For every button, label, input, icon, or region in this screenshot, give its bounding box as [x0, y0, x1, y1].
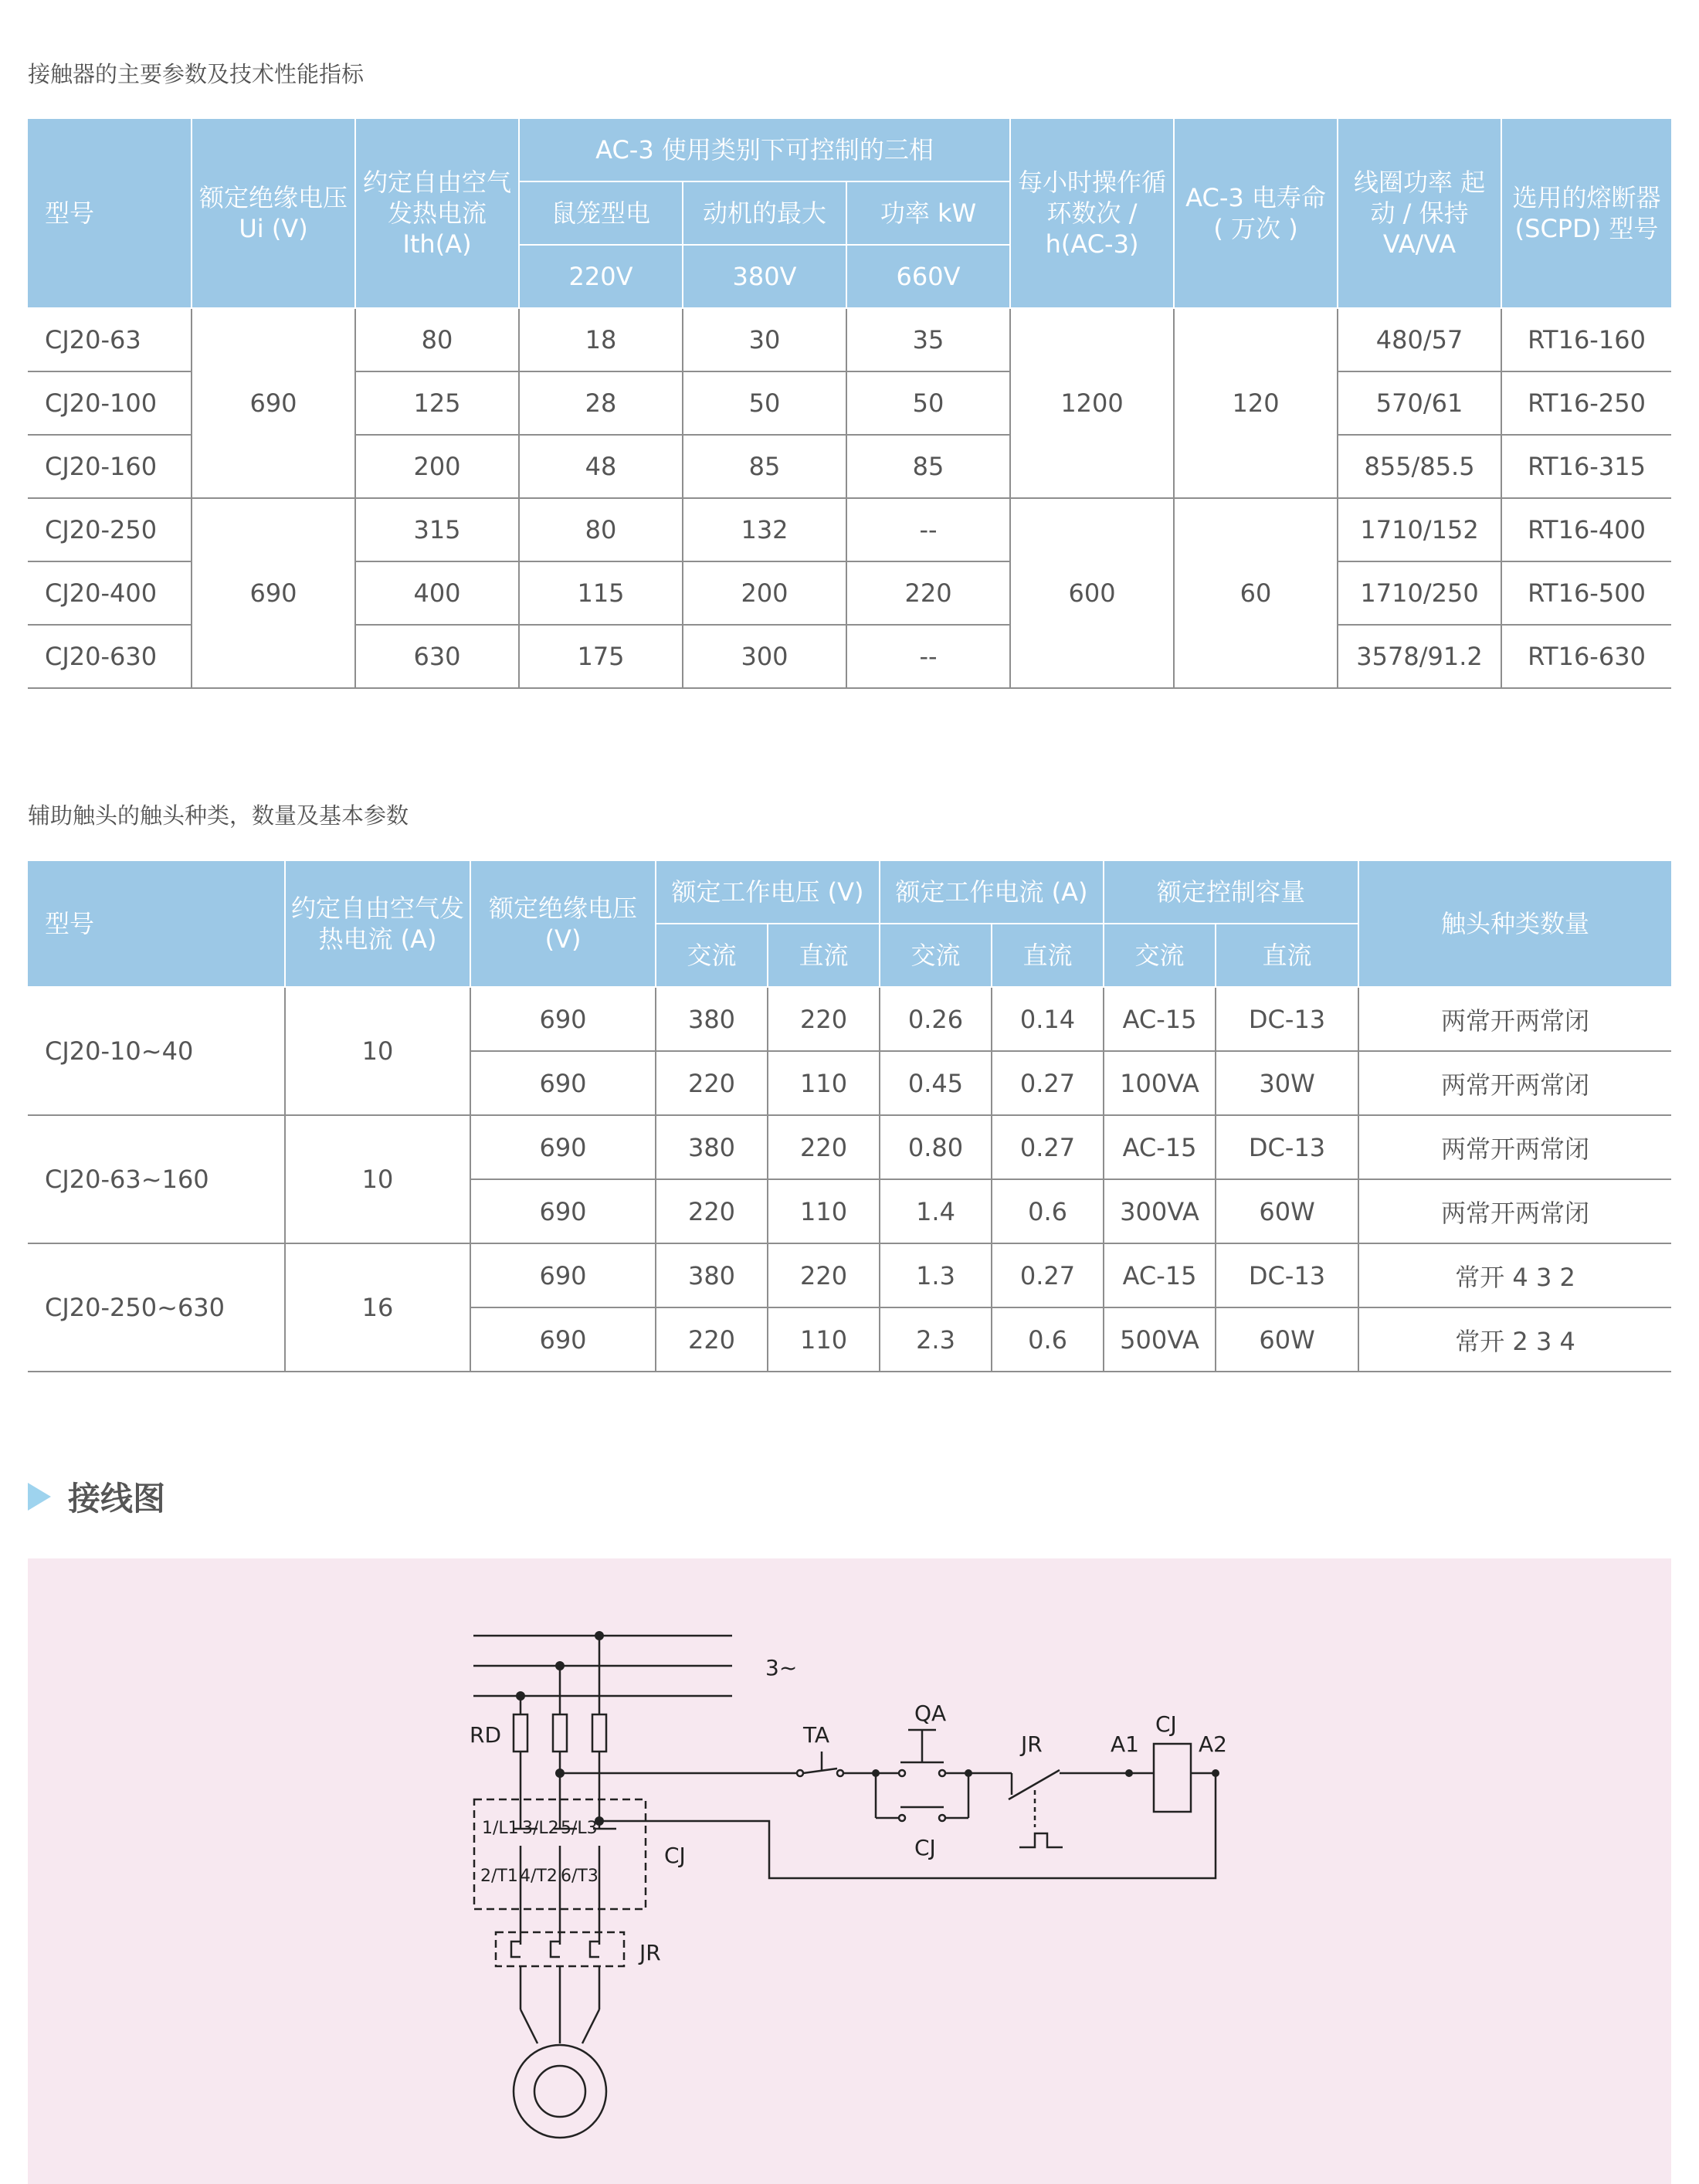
aux-header-voltage-ac: 交流 [656, 924, 768, 987]
fuse-cell: RT16-630 [1501, 625, 1671, 688]
aux-model-cell: CJ20-63~160 [28, 1115, 285, 1243]
aux-contacts-cell: 两常开两常闭 [1358, 1115, 1671, 1179]
header-380v: 380V [683, 245, 846, 308]
aux-capdc-cell: 60W [1216, 1307, 1358, 1372]
p380-cell: 200 [683, 561, 846, 625]
aux-capdc-cell: DC-13 [1216, 1243, 1358, 1307]
header-life: AC-3 电寿命 ( 万次 ) [1174, 118, 1338, 308]
ta-label: TA [803, 1722, 830, 1748]
insulation-cell: 690 [192, 308, 355, 498]
p220-cell: 175 [519, 625, 683, 688]
aux-contacts-cell: 两常开两常闭 [1358, 1179, 1671, 1243]
header-motor-max: 动机的最大 [683, 181, 846, 245]
aux-vac-cell: 220 [656, 1307, 768, 1372]
aux-model-cell: CJ20-250~630 [28, 1243, 285, 1372]
aux-ui-cell: 690 [470, 1179, 656, 1243]
ta-stop-switch [797, 1752, 843, 1776]
coil-cell: 1710/250 [1338, 561, 1501, 625]
jr-coil-label: JR [1021, 1731, 1043, 1757]
aux-header-capacity-dc: 直流 [1216, 924, 1358, 987]
aux-iac-cell: 0.45 [880, 1051, 992, 1115]
fuse-cell: RT16-250 [1501, 371, 1671, 435]
aux-contacts-cell: 常开 4 3 2 [1358, 1243, 1671, 1307]
aux-header-voltage-dc: 直流 [768, 924, 880, 987]
table1-caption: 接触器的主要参数及技术性能指标 [28, 61, 365, 87]
aux-ith-cell: 16 [285, 1243, 470, 1372]
coil-cell: 1710/152 [1338, 498, 1501, 561]
header-insulation: 额定绝缘电压 Ui (V) [192, 118, 355, 308]
p660-cell: 35 [846, 308, 1010, 371]
ith-cell: 630 [355, 625, 519, 688]
jr-heaters [511, 1942, 599, 1957]
motor-icon [514, 2045, 606, 2138]
p380-cell: 300 [683, 625, 846, 688]
aux-vac-cell: 220 [656, 1179, 768, 1243]
p380-cell: 132 [683, 498, 846, 561]
p660-cell: 50 [846, 371, 1010, 435]
model-cell: CJ20-630 [28, 625, 192, 688]
coil-cell: 570/61 [1338, 371, 1501, 435]
header-ac3-group: AC-3 使用类别下可控制的三相 [519, 118, 1010, 181]
jr-nc-contact [1009, 1770, 1063, 1847]
aux-idc-cell: 0.6 [992, 1307, 1104, 1372]
aux-capdc-cell: 60W [1216, 1179, 1358, 1243]
aux-iac-cell: 1.3 [880, 1243, 992, 1307]
header-power: 功率 kW [846, 181, 1010, 245]
aux-ui-cell: 690 [470, 1115, 656, 1179]
aux-model-cell: CJ20-10~40 [28, 987, 285, 1115]
coil-cell: 855/85.5 [1338, 435, 1501, 498]
aux-ui-cell: 690 [470, 1243, 656, 1307]
a2-label: A2 [1199, 1731, 1227, 1757]
qa-start-switch [876, 1730, 968, 1776]
coil-cell: 480/57 [1338, 308, 1501, 371]
fuse-label: RD [470, 1722, 502, 1748]
wiring-diagram [28, 1558, 1671, 2184]
ith-cell: 200 [355, 435, 519, 498]
header-model: 型号 [28, 118, 192, 308]
p220-cell: 48 [519, 435, 683, 498]
aux-contacts-cell: 两常开两常闭 [1358, 987, 1671, 1051]
aux-vdc-cell: 220 [768, 1243, 880, 1307]
table-row [28, 987, 1671, 1051]
model-cell: CJ20-160 [28, 435, 192, 498]
section-title: 接线图 [68, 1480, 166, 1518]
terminal-t1-label: 2/T1 [480, 1867, 518, 1886]
aux-capac-cell: 100VA [1104, 1051, 1216, 1115]
p220-cell: 115 [519, 561, 683, 625]
ith-cell: 315 [355, 498, 519, 561]
aux-capac-cell: 500VA [1104, 1307, 1216, 1372]
ith-cell: 400 [355, 561, 519, 625]
aux-header-current: 额定工作电流 (A) [880, 860, 1104, 924]
aux-vdc-cell: 110 [768, 1051, 880, 1115]
aux-header-capacity-ac: 交流 [1104, 924, 1216, 987]
ith-cell: 80 [355, 308, 519, 371]
aux-vac-cell: 220 [656, 1051, 768, 1115]
header-220v: 220V [519, 245, 683, 308]
aux-header-contacts: 触头种类数量 [1358, 860, 1671, 987]
header-thermal-current: 约定自由空气发热电流 Ith(A) [355, 118, 519, 308]
wiring-heading [28, 1474, 165, 1520]
aux-capac-cell: 300VA [1104, 1179, 1216, 1243]
aux-header-insulation: 额定绝缘电压 (V) [470, 860, 656, 987]
aux-header-capacity: 额定控制容量 [1104, 860, 1358, 924]
aux-ui-cell: 690 [470, 1051, 656, 1115]
cycles-cell: 1200 [1010, 308, 1174, 498]
cj-coil-label: CJ [1155, 1711, 1177, 1737]
fuse-cell: RT16-500 [1501, 561, 1671, 625]
header-squirrel: 鼠笼型电 [519, 181, 683, 245]
model-cell: CJ20-100 [28, 371, 192, 435]
aux-header-current-ac: 交流 [880, 924, 992, 987]
aux-vac-cell: 380 [656, 1243, 768, 1307]
three-phase-bus [473, 1636, 732, 1696]
ith-cell: 125 [355, 371, 519, 435]
three-phase-label: 3~ [765, 1655, 798, 1680]
p220-cell: 18 [519, 308, 683, 371]
model-cell: CJ20-250 [28, 498, 192, 561]
header-fuse: 选用的熔断器 (SCPD) 型号 [1501, 118, 1671, 308]
triangle-marker-icon [28, 1483, 51, 1511]
aux-capac-cell: AC-15 [1104, 1243, 1216, 1307]
fuse-cell: RT16-400 [1501, 498, 1671, 561]
insulation-cell: 690 [192, 498, 355, 688]
p660-cell: 85 [846, 435, 1010, 498]
p660-cell: 220 [846, 561, 1010, 625]
aux-ui-cell: 690 [470, 987, 656, 1051]
fuse-cell: RT16-315 [1501, 435, 1671, 498]
life-cell: 60 [1174, 498, 1338, 688]
p380-cell: 30 [683, 308, 846, 371]
life-cell: 120 [1174, 308, 1338, 498]
aux-ith-cell: 10 [285, 987, 470, 1115]
aux-capac-cell: AC-15 [1104, 987, 1216, 1051]
aux-capdc-cell: DC-13 [1216, 987, 1358, 1051]
cj-aux-contact [876, 1773, 968, 1821]
cj-main-label: CJ [664, 1843, 686, 1868]
coil-cell: 3578/91.2 [1338, 625, 1501, 688]
aux-vdc-cell: 110 [768, 1179, 880, 1243]
p380-cell: 85 [683, 435, 846, 498]
aux-iac-cell: 0.26 [880, 987, 992, 1051]
model-cell: CJ20-400 [28, 561, 192, 625]
p220-cell: 28 [519, 371, 683, 435]
aux-ith-cell: 10 [285, 1115, 470, 1243]
p660-cell: -- [846, 625, 1010, 688]
aux-capac-cell: AC-15 [1104, 1115, 1216, 1179]
aux-header-voltage: 额定工作电压 (V) [656, 860, 880, 924]
header-660v: 660V [846, 245, 1010, 308]
terminal-l1-label: 1/L1 [482, 1819, 519, 1838]
aux-contacts-cell: 常开 2 3 4 [1358, 1307, 1671, 1372]
terminal-l3-label: 5/L3 [561, 1819, 598, 1838]
aux-header-current-dc: 直流 [992, 924, 1104, 987]
aux-header-model: 型号 [28, 860, 285, 987]
table-row [28, 308, 1671, 371]
aux-iac-cell: 0.80 [880, 1115, 992, 1179]
table2-caption: 辅助触头的触头种类，数量及基本参数 [28, 802, 409, 829]
p220-cell: 80 [519, 498, 683, 561]
terminal-t3-label: 6/T3 [561, 1867, 599, 1886]
aux-contacts-cell: 两常开两常闭 [1358, 1051, 1671, 1115]
aux-vac-cell: 380 [656, 1115, 768, 1179]
aux-header-thermal: 约定自由空气发热电流 (A) [285, 860, 470, 987]
header-coil-power: 线圈功率 起动 / 保持 VA/VA [1338, 118, 1501, 308]
aux-idc-cell: 0.27 [992, 1115, 1104, 1179]
qa-label: QA [914, 1701, 947, 1726]
header-cycles: 每小时操作循环数次 / h(AC-3) [1010, 118, 1174, 308]
p660-cell: -- [846, 498, 1010, 561]
aux-vac-cell: 380 [656, 987, 768, 1051]
fuse-rd [514, 1714, 606, 1752]
table-row [28, 1115, 1671, 1179]
aux-capdc-cell: 30W [1216, 1051, 1358, 1115]
cycles-cell: 600 [1010, 498, 1174, 688]
fuse-cell: RT16-160 [1501, 308, 1671, 371]
aux-idc-cell: 0.27 [992, 1243, 1104, 1307]
p380-cell: 50 [683, 371, 846, 435]
aux-iac-cell: 1.4 [880, 1179, 992, 1243]
cj-coil [1154, 1744, 1191, 1812]
aux-iac-cell: 2.3 [880, 1307, 992, 1372]
aux-ui-cell: 690 [470, 1307, 656, 1372]
aux-idc-cell: 0.14 [992, 987, 1104, 1051]
auxiliary-contacts-table [28, 860, 1671, 1372]
table-row [28, 1243, 1671, 1307]
contactor-parameters-table [28, 117, 1671, 689]
a1-label: A1 [1111, 1731, 1139, 1757]
aux-vdc-cell: 110 [768, 1307, 880, 1372]
aux-capdc-cell: DC-13 [1216, 1115, 1358, 1179]
table-row [28, 498, 1671, 561]
jr-relay-label: JR [639, 1940, 661, 1965]
model-cell: CJ20-63 [28, 308, 192, 371]
aux-vdc-cell: 220 [768, 1115, 880, 1179]
cj-aux-label: CJ [914, 1835, 936, 1860]
terminal-t2-label: 4/T2 [520, 1867, 558, 1886]
terminal-l2-label: 3/L2 [522, 1819, 559, 1838]
wiring-diagram-panel [28, 1558, 1671, 2184]
aux-vdc-cell: 220 [768, 987, 880, 1051]
aux-idc-cell: 0.27 [992, 1051, 1104, 1115]
aux-idc-cell: 0.6 [992, 1179, 1104, 1243]
